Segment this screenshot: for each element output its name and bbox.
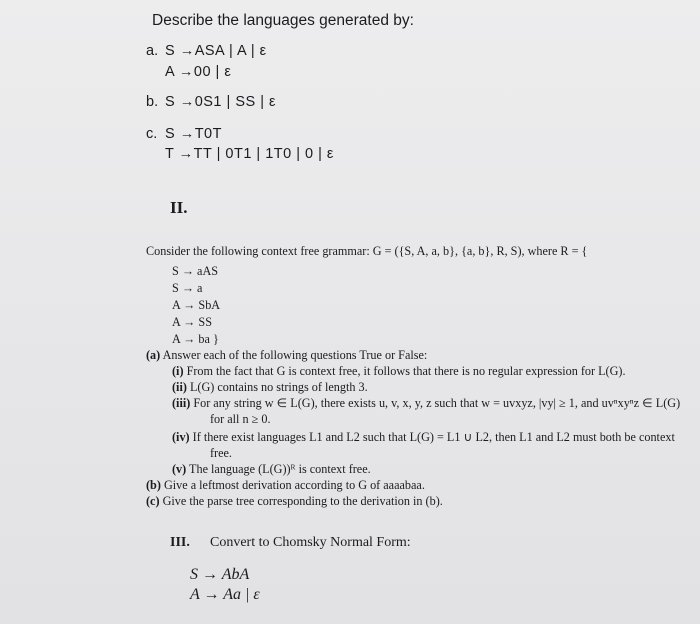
part-a-text: Answer each of the following questions True or False: [162,348,428,362]
question-ii [172,380,368,395]
question-i-num: (i) [172,364,184,378]
question-iv-num: (iv) [172,430,190,444]
part-b-label: (b) [146,478,161,492]
question-iv-text: If there exist languages L1 and L2 such that L(G) = L1 ∪ L2, then L1 and L2 must both be context [192,430,675,444]
rule-3: A → SbA [172,298,221,312]
section-3-title: Convert to Chomsky Normal Form: [210,535,411,550]
grammar-a-line-2: A →00 | ε [165,64,232,80]
question-iv [172,430,675,445]
question-i [172,364,626,379]
cnf-line-2: A → Aa | ε [190,586,260,603]
grammar-c-line-1: S →T0T [165,126,222,142]
item-a-label: a. [146,43,159,59]
rule-1: S → aAS [172,264,219,278]
part-c [146,494,443,509]
question-iii-cont: for all n ≥ 0. [210,412,271,426]
section-2-intro: Consider the following context free grammar: G = ({S, A, a, b}, {a, b}, R, S), where R = { [146,244,588,258]
question-v-text: The language (L(G))ᴿ is context free. [189,462,371,476]
part-a [146,348,427,363]
question-ii-num: (ii) [172,380,187,394]
cnf-line-1: S → AbA [190,566,250,583]
section-2-number: II. [170,198,188,217]
rule-4: A → SS [172,315,212,329]
question-v [172,462,371,477]
item-c-label: c. [146,126,158,142]
grammar-c-line-2: T →TT | 0T1 | 1T0 | 0 | ε [165,146,334,162]
part-c-label: (c) [146,494,160,508]
part-b-text: Give a leftmost derivation according to G of aaaabaa. [163,478,425,492]
question-ii-text: L(G) contains no strings of length 3. [189,380,368,394]
question-v-num: (v) [172,462,187,476]
rule-5: A → ba } [172,332,219,346]
question-iii-text: For any string w ∈ L(G), there exists u, v, x, y, z such that w = uvxyz, |vy| ≥ 1, and uvⁿxyⁿz ∈ L(G) [193,396,681,410]
question-iv-cont: free. [210,446,232,460]
grammar-a-line-1: S →ASA | A | ε [165,43,267,59]
item-b-label: b. [146,94,159,110]
section-3-number: III. [170,535,190,550]
part-c-text: Give the parse tree corresponding to the derivation in (b). [162,494,443,508]
question-iii-num: (iii) [172,396,191,410]
question-i-text: From the fact that G is context free, it follows that there is no regular expression for L(G). [186,364,626,378]
question-iii [172,396,680,411]
grammar-b-line-1: S →0S1 | SS | ε [165,94,276,110]
part-b [146,478,425,493]
question-heading: Describe the languages generated by: [152,12,414,29]
rule-2: S → a [172,281,203,295]
part-a-label: (a) [146,348,161,362]
